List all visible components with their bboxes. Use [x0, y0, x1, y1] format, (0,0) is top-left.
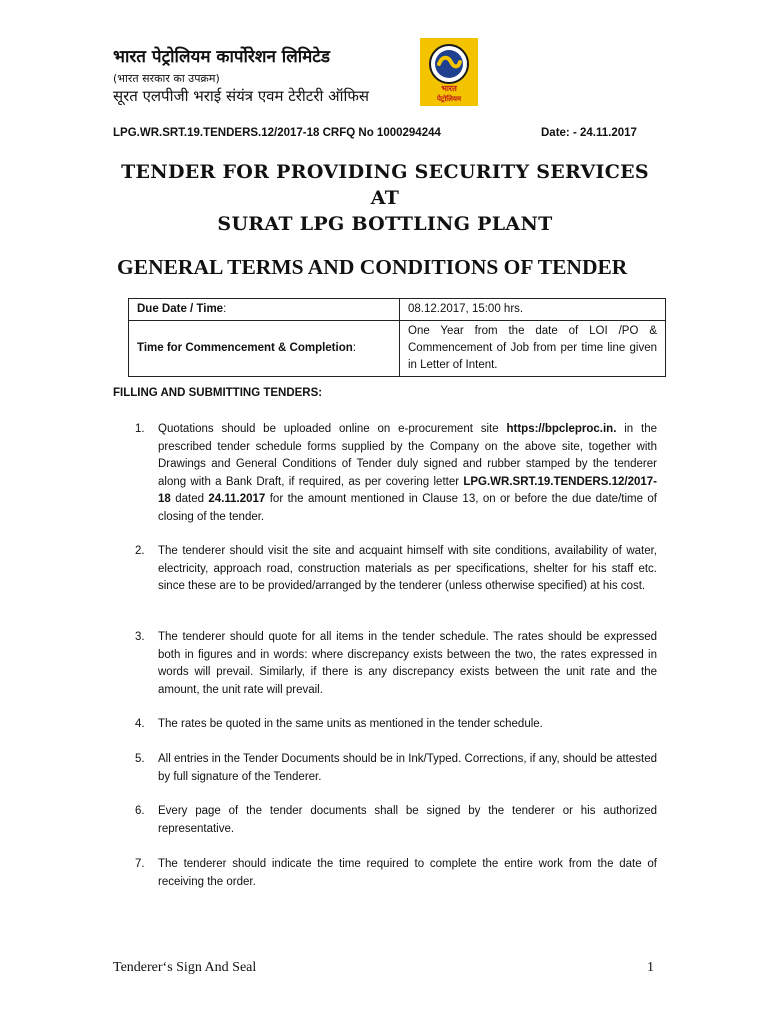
office-name-hindi: सूरत एलपीजी भराई संयंत्र एवम टेरीटरी ऑफिस	[113, 87, 370, 105]
section-heading: GENERAL TERMS AND CONDITIONS OF TENDER	[117, 255, 628, 279]
logo-text-line1: भारत	[441, 84, 457, 93]
list-item	[135, 803, 657, 838]
title-line-3: SURAT LPG BOTTLING PLANT	[217, 213, 553, 235]
item-text: All entries in the Tender Documents should be in Ink/Typed. Corrections, if any, should be attested by full signature of the Tenderer.	[158, 753, 657, 783]
title-line-1: TENDER FOR PROVIDING SECURITY SERVICES	[121, 161, 649, 183]
due-date-label-cell	[129, 299, 400, 321]
completion-label: Time for Commencement & Completion	[137, 342, 353, 354]
due-date-value: 08.12.2017, 15:00 hrs.	[400, 299, 666, 321]
list-item	[135, 629, 657, 699]
document-date: Date: - 24.11.2017	[541, 127, 637, 139]
eproc-site-link[interactable]: https://bpcleproc.in.	[506, 423, 617, 435]
completion-label-cell	[129, 321, 400, 377]
list-item	[135, 421, 657, 526]
completion-colon: :	[352, 342, 356, 354]
bharat-petroleum-logo	[420, 38, 478, 106]
page-number: 1	[647, 960, 654, 975]
item-number: 7.	[135, 858, 145, 870]
item-number: 3.	[135, 631, 145, 643]
due-date-label: Due Date / Time	[137, 303, 224, 315]
table-row	[129, 321, 666, 377]
due-date-table	[128, 298, 666, 377]
list-item	[135, 751, 657, 786]
title-line-2: AT	[370, 187, 400, 209]
logo-emblem-icon	[420, 38, 478, 106]
tender-reference: LPG.WR.SRT.19.TENDERS.12/2017-18 CRFQ No 1000294244	[113, 127, 441, 139]
covering-letter-ref: LPG.WR.SRT.19.TENDERS.12/2017-18	[158, 475, 657, 505]
company-subtitle-hindi: (भारत सरकार का उपक्रम)	[113, 72, 220, 85]
item-text-part: dated	[170, 493, 209, 505]
item-text: The tenderer should quote for all items in the tender schedule. The rates should be expressed both in figures and in words: where discrepancy exists between the two, the rates expressed in words will prevail. Similarly, if there is any discrepancy exists between the unit rate and the amount, the unit rate will prevail.	[158, 631, 657, 696]
due-date-colon: :	[223, 303, 227, 315]
list-item	[135, 856, 657, 891]
item-text-part: in the prescribed tender schedule forms supplied by the Company on the above site, together with Drawings and General Conditions of Tender duly signed and rubber stamped by the tenderer along with a Bank Draft, if required, as per covering letter	[158, 423, 658, 488]
item-number: 2.	[135, 545, 145, 557]
item-text: The rates be quoted in the same units as mentioned in the tender schedule.	[158, 718, 543, 730]
item-number: 4.	[135, 718, 145, 730]
filling-heading: FILLING AND SUBMITTING TENDERS:	[113, 387, 323, 399]
item-text	[158, 421, 657, 526]
list-item	[135, 716, 657, 734]
tenderer-sign-seal: Tenderer‘s Sign And Seal	[113, 960, 257, 975]
covering-letter-date: 24.11.2017	[208, 493, 266, 505]
item-text: Every page of the tender documents shall be signed by the tenderer or his authorized representative.	[158, 805, 657, 835]
item-number: 5.	[135, 753, 145, 765]
item-number: 1.	[135, 423, 145, 435]
item-text-part: for the amount mentioned in Clause 13, on or before the due date/time of closing of the tender.	[158, 493, 657, 523]
item-text: The tenderer should visit the site and acquaint himself with site conditions, availability of water, electricity, approach road, construction materials as per specifications, shelter for his staff etc. since these are to be provided/arranged by the tenderer (unless otherwise specified) at his cost.	[158, 545, 657, 592]
item-text-part: Quotations should be uploaded online on e-procurement site	[158, 423, 507, 435]
table-row	[129, 299, 666, 321]
logo-text-line2: पेट्रोलियम	[436, 95, 462, 103]
item-number: 6.	[135, 805, 145, 817]
completion-value: One Year from the date of LOI /PO & Commencement of Job from per time line given in Letter of Intent.	[400, 321, 666, 377]
list-item	[135, 543, 657, 596]
item-text: The tenderer should indicate the time required to complete the entire work from the date of receiving the order.	[158, 858, 657, 888]
company-name-hindi: भारत पेट्रोलियम कार्पोरेशन लिमिटेड	[113, 47, 330, 67]
